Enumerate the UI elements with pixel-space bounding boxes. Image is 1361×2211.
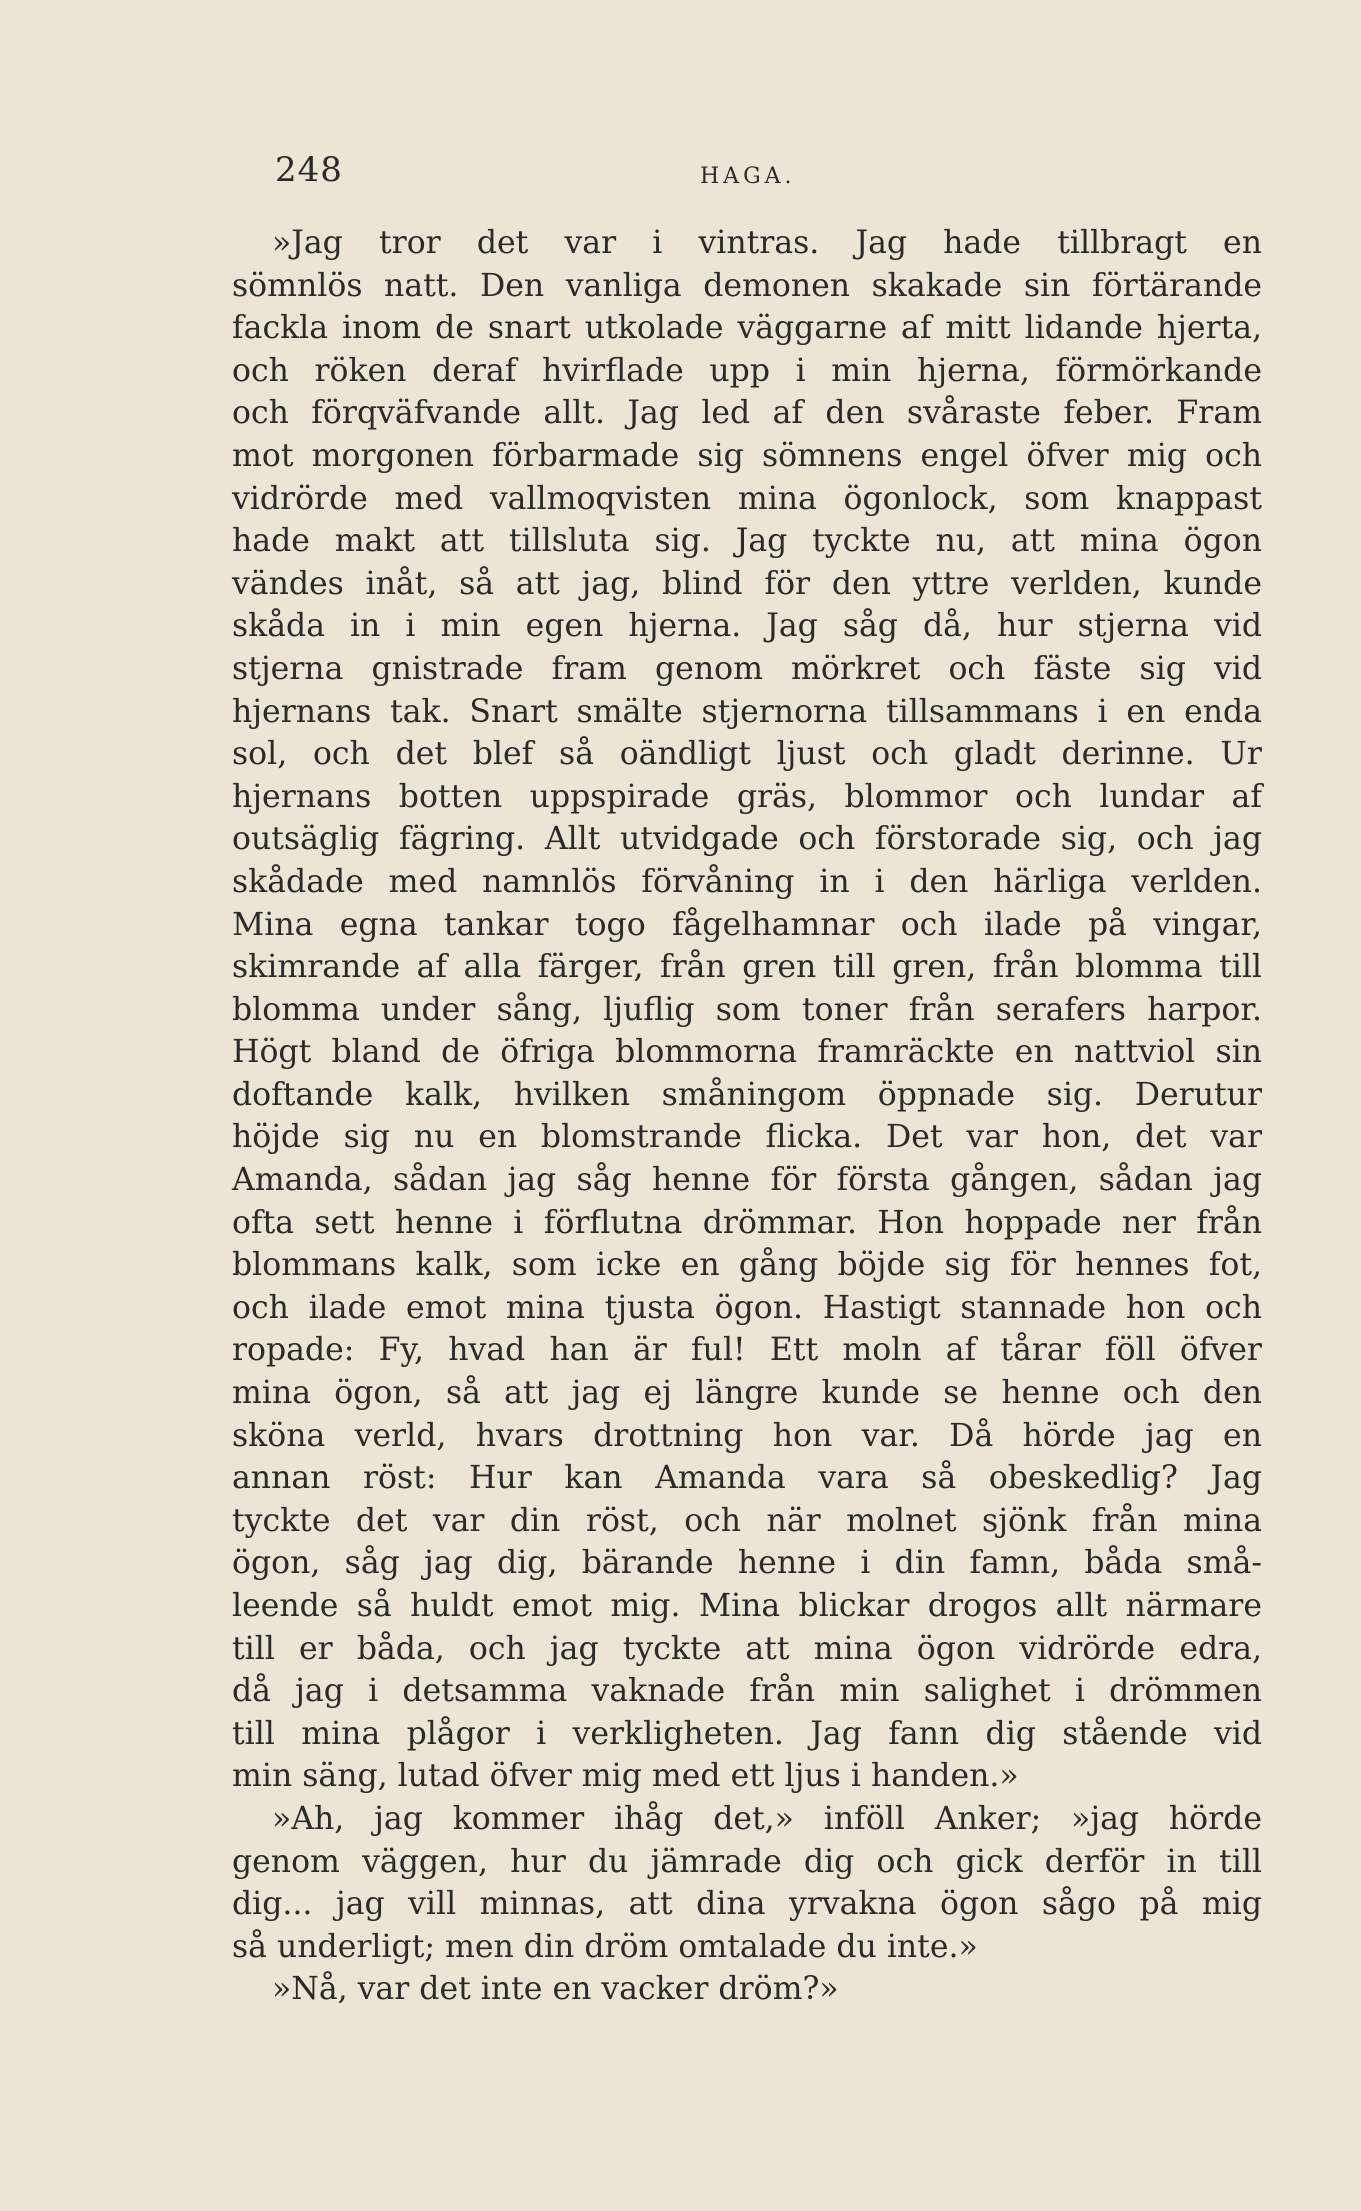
text-line: min säng, lutad öfver mig med ett ljus i handen.»: [232, 1758, 1019, 1795]
text-line: ögon, såg jag dig, bärande henne i din famn, båda små-: [232, 1545, 1262, 1582]
text-line: hjernans tak. Snart smälte stjernorna tillsammans i en enda: [232, 693, 1262, 730]
text-line: »Nå, var det inte en vacker dröm?»: [272, 1971, 839, 2008]
body-text: [232, 222, 1262, 2011]
text-line: höjde sig nu en blomstrande flicka. Det var hon, det var: [232, 1119, 1262, 1156]
text-line: sömnlös natt. Den vanliga demonen skakade sin förtärande: [232, 267, 1262, 304]
text-line: så underligt; men din dröm omtalade du inte.»: [232, 1928, 978, 1965]
text-line: ropade: Fy, hvad han är ful! Ett moln af tårar föll öfver: [232, 1332, 1262, 1369]
running-title: HAGA.: [700, 164, 796, 189]
text-line: ofta sett henne i förflutna drömmar. Hon hoppade ner från: [232, 1204, 1262, 1241]
text-line: och ilade emot mina tjusta ögon. Hastigt stannade hon och: [232, 1289, 1262, 1326]
text-line: då jag i detsamma vaknade från min salighet i drömmen: [232, 1673, 1262, 1710]
text-line: och förqväfvande allt. Jag led af den svåraste feber. Fram: [232, 395, 1262, 432]
text-line: Amanda, sådan jag såg henne för första gången, sådan jag: [232, 1162, 1262, 1199]
text-line: mina ögon, så att jag ej längre kunde se henne och den: [232, 1375, 1262, 1412]
text-line: »Ah, jag kommer ihåg det,» inföll Anker; »jag hörde: [272, 1800, 1262, 1837]
text-line: sol, och det blef så oändligt ljust och gladt derinne. Ur: [232, 736, 1262, 773]
text-line: dig... jag vill minnas, att dina yrvakna ögon sågo på mig: [232, 1886, 1262, 1923]
text-line: fackla inom de snart utkolade väggarne af mitt lidande hjerta,: [232, 310, 1262, 347]
text-line: annan röst: Hur kan Amanda vara så obeskedlig? Jag: [232, 1460, 1262, 1497]
text-line: leende så huldt emot mig. Mina blickar drogos allt närmare: [232, 1588, 1262, 1624]
text-line: sköna verld, hvars drottning hon var. Då hörde jag en: [232, 1417, 1262, 1454]
text-line: blomma under sång, ljuflig som toner från serafers harpor.: [232, 991, 1262, 1028]
text-line: tyckte det var din röst, och när molnet sjönk från mina: [232, 1502, 1262, 1539]
text-line: »Jag tror det var i vintras. Jag hade tillbragt en: [272, 225, 1262, 261]
text-line: skådade med namnlös förvåning in i den härliga verlden.: [232, 863, 1262, 900]
text-line: skimrande af alla färger, från gren till gren, från blomma till: [232, 949, 1262, 986]
text-line: Högt bland de öfriga blommorna framräckte en nattviol sin: [232, 1034, 1262, 1071]
text-line: genom väggen, hur du jämrade dig och gick derför in till: [232, 1843, 1262, 1880]
page-number: 248: [275, 150, 343, 190]
text-line: vidrörde med vallmoqvisten mina ögonlock, som knappast: [232, 480, 1262, 517]
text-line: skåda in i min egen hjerna. Jag såg då, hur stjerna vid: [232, 608, 1262, 645]
text-line: stjerna gnistrade fram genom mörkret och fäste sig vid: [232, 650, 1262, 687]
text-line: outsäglig fägring. Allt utvidgade och förstorade sig, och jag: [232, 821, 1262, 858]
page-header: [275, 150, 1265, 200]
text-line: och röken deraf hvirflade upp i min hjerna, förmörkande: [232, 352, 1262, 389]
text-line: Mina egna tankar togo fågelhamnar och ilade på vingar,: [232, 906, 1262, 943]
text-line: till er båda, och jag tyckte att mina ögon vidrörde edra,: [232, 1630, 1262, 1667]
text-line: blommans kalk, som icke en gång böjde sig för hennes fot,: [232, 1247, 1262, 1284]
text-line: mot morgonen förbarmade sig sömnens engel öfver mig och: [232, 437, 1262, 474]
text-line: hjernans botten uppspirade gräs, blommor och lundar af: [232, 778, 1262, 815]
text-line: till mina plågor i verkligheten. Jag fann dig stående vid: [232, 1715, 1262, 1752]
text-line: vändes inåt, så att jag, blind för den yttre verlden, kunde: [232, 565, 1262, 602]
text-line: hade makt att tillsluta sig. Jag tyckte nu, att mina ögon: [232, 523, 1262, 560]
text-line: doftande kalk, hvilken småningom öppnade sig. Derutur: [232, 1076, 1262, 1113]
